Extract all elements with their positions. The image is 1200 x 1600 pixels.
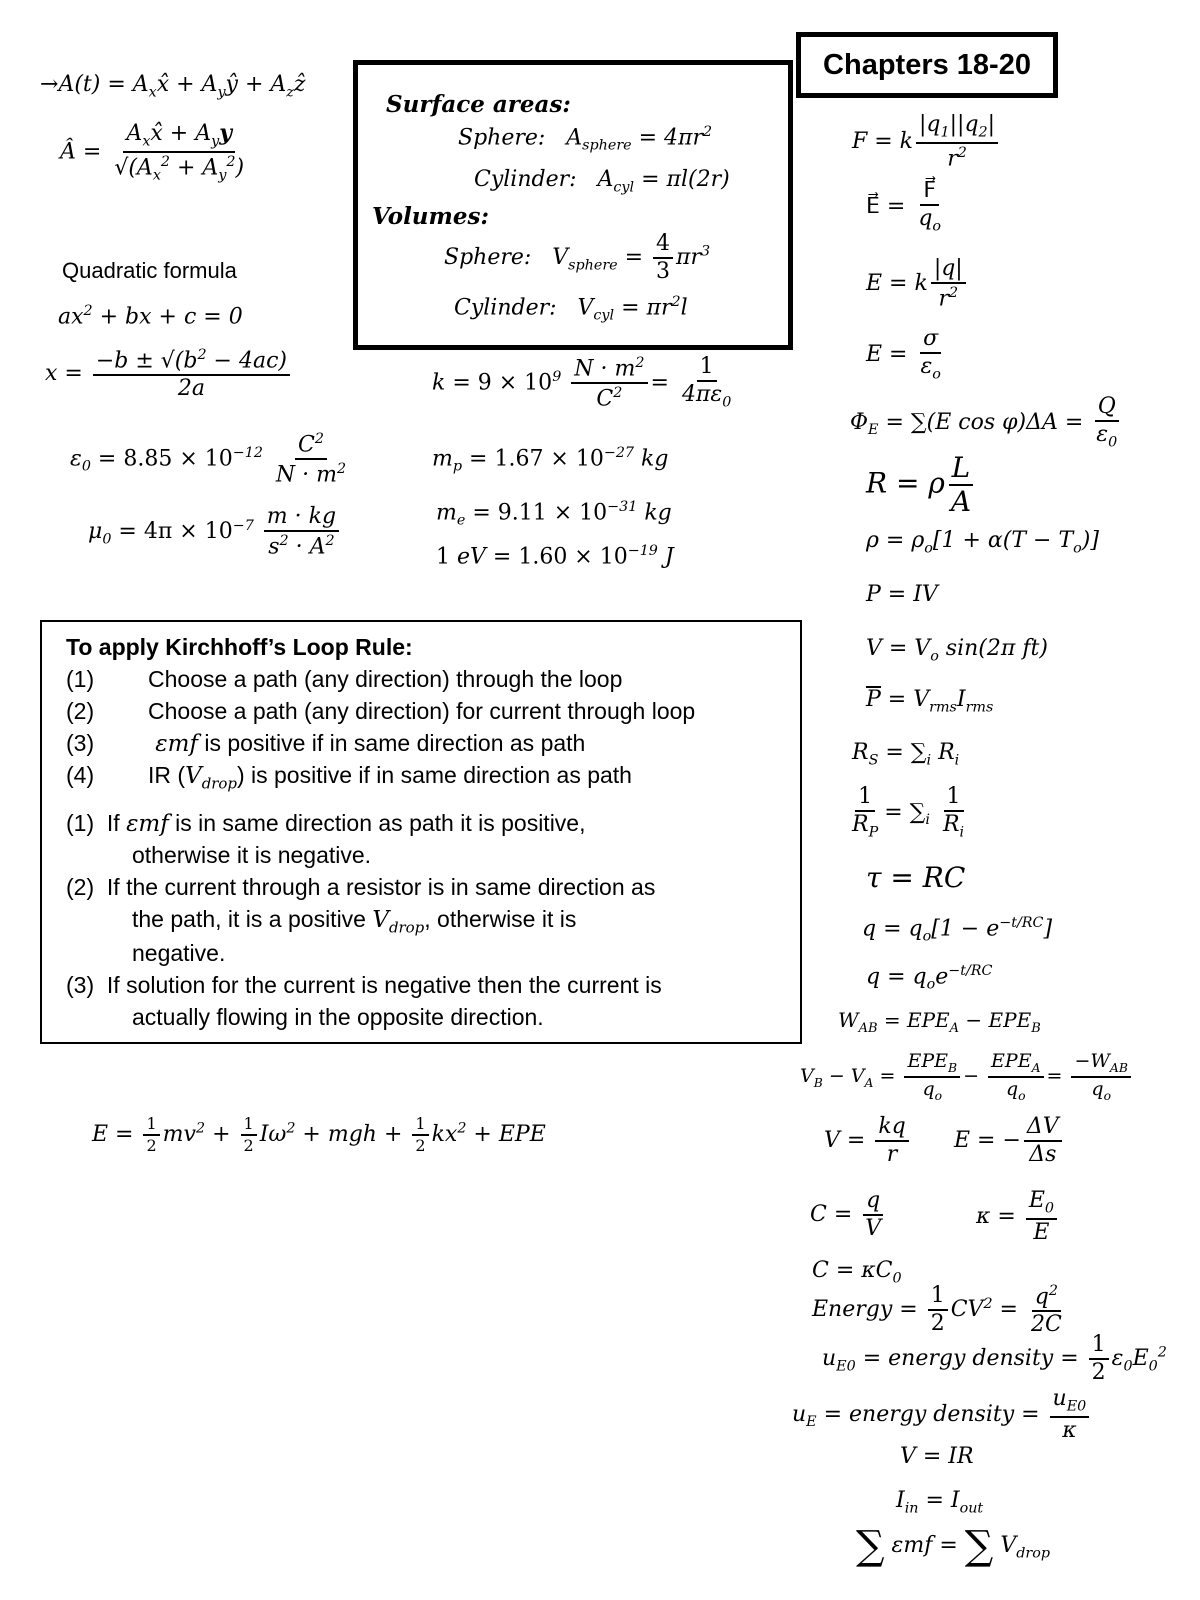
coulomb-force: F = k $\frac{|q_1||q_2|}{r^2}$ [852,114,1001,170]
resistivity-temperature: $\rho = \rho_o[1 + \alpha(T - T_o)]$ [866,528,1099,557]
energy-equation: E = $\frac{1}{2}$ $mv^2$ + $\frac{1}{2}$ $I\omega^2$ + mgh + $\frac{1}{2}$ $kx^2$ + EPE [92,1114,546,1155]
geometry-formulas-box [353,60,793,350]
unit-vector-equation: Â = $\frac{A_xx̂ + A_yy}{√(A_x^2 + A_y^2)}$ [60,120,245,184]
sheet-field: E = $\frac{\sigma}{\varepsilon_o}$ [866,326,941,383]
junction-rule: $I_{in} = I_{out}$ [896,1488,984,1517]
note-1-cont: otherwise it is negative. [132,842,372,868]
electric-field-definition: E⃗ = $\frac{F⃗}{q_o}$ [866,178,942,235]
cylinder-surface-area: Cylinder: $A_{cyl} = \pi l(2r)$ [474,167,730,196]
coulomb-constant: $k = 9 \times 10^9$ $\frac{N \cdot m^2}{C^2}$ = $\frac{1}{4\pi\varepsilon_0}$ [432,354,732,412]
eps0-value: 8.85 × 10 [123,446,233,472]
chapters-box [796,32,1058,98]
capacitance-dielectric: $C = \kappa C_0$ [812,1258,902,1287]
step-1: (1) Choose a path (any direction) through the loop [66,666,623,692]
dielectric-constant: κ = $\frac{E_0}{E}$ [976,1190,1060,1244]
ac-voltage: $V = V_o$ sin(2π ft) [866,636,1048,665]
work-epe: $W_{AB} = EPE_A - EPE_B$ [838,1008,1041,1036]
cylinder-volume: Cylinder: $V_{cyl} = \pi r^2l$ [454,294,688,324]
k-value: 9 × 10 [477,370,553,396]
mp-value: 1.67 × 10 [494,446,604,472]
surface-areas-heading: Surface areas: [386,91,571,118]
step-2: (2) Choose a path (any direction) for current through loop [66,698,696,724]
kirchhoff-title: To apply Kirchhoff’s Loop Rule: [66,634,413,660]
note-2-cont2: negative. [132,940,226,966]
series-resistance: $R_S = \sum_i$ $R_i$ [852,740,960,769]
capacitance: C = $\frac{q}{V}$ [810,1190,887,1240]
note-2-cont: the path, it is a positive $V_{drop}$, otherwise it is [132,906,577,937]
energy-density-dielectric: $u_E$ = energy density = $\frac{u_{E0}}{\kappa}$ [792,1388,1092,1442]
vector-a-equation: $\to A(t) = A_xx̂$ + $A_yŷ$ + $A_zẑ$ [40,72,306,101]
kirchhoff-loop-rule-box [40,620,802,1044]
sphere-label: Sphere: [458,125,546,151]
power: P = IV [866,582,938,607]
me-value: 9.11 × 10 [497,500,608,526]
capacitor-energy: Energy = $\frac{1}{2}$ $CV^2$ = $\frac{q^2}{2C}$ [812,1283,1062,1338]
potential-difference: $V_B - V_A$ = $\frac{EPE_B}{q_o}$ − $\frac{EPE_A}{q_o}$ = $\frac{-W_{AB}}{q_o}$ [800,1052,1134,1102]
quadratic-solution: x = $\frac{-b \pm √(b^2 - 4ac)}{2a}$ [45,348,293,400]
proton-mass: $m_p = 1.67 \times 10^{-27}$ kg [432,445,669,475]
step-3: (3) εmf is positive if in same direction as path [66,730,586,757]
resistance: R = ρ $\frac{L}{A}$ [866,454,977,516]
electron-mass: $m_e = 9.11 \times 10^{-31}$ kg [436,499,672,529]
note-3: (3) If solution for the current is negative then the current is [66,972,662,998]
sphere-surface-area: Sphere: $A_{sphere} = 4\pi r^2$ [458,124,713,154]
point-charge-field: E = k $\frac{|q|}{r^2}$ [866,258,969,310]
step-4: (4) IR $(V_{drop})$ is positive if in same direction as path [66,762,632,793]
discharging-capacitor: $q = q_oe^{-t/RC}$ [866,963,993,993]
ohms-law: V = IR [900,1444,974,1469]
volumes-heading: Volumes: [372,203,489,230]
energy-density-vacuum: $u_{E0}$ = energy density = $\frac{1}{2}$ $\varepsilon_0E_0^2$ [822,1332,1167,1385]
time-constant: τ = RC [866,861,966,894]
note-1: (1) If εmf is in same direction as path it is positive, [66,810,586,837]
note-3-cont: actually flowing in the opposite direction. [132,1004,544,1030]
quadratic-equation: $ax^2$ + bx + c = 0 [58,303,243,330]
electron-volt: 1 eV = $1.60 \times 10^{-19}$ J [436,543,674,570]
charging-capacitor: $q = q_o[1 - e^{-t/RC}]$ [862,915,1053,945]
point-potential: V = $\frac{kq}{r}$ [824,1116,912,1166]
loop-rule: ∑ εmf = ∑ $V_{drop}$ [856,1523,1050,1569]
sphere-label-2: Sphere: [444,245,532,270]
mu0-value: 4π × 10 [143,519,233,545]
ev-value: 1.60 × 10 [518,544,628,570]
sphere-volume: Sphere: $V_{sphere}$ = $\frac{4}{3}$ $\pi r^3$ [444,231,711,284]
epsilon0-equation: $\varepsilon_0 = 8.85 \times 10^{-12}$ $\frac{C^2}{N \cdot m^2}$ [70,431,347,488]
cylinder-label-2: Cylinder: [454,295,557,321]
electric-flux: $\Phi_E = \sum(E$ cos φ)ΔA = $\frac{Q}{\varepsilon_0}$ [850,394,1118,451]
chapters-title: Chapters 18-20 [823,48,1031,81]
average-power: $P = V_{rms}I_{rms}$ [866,687,994,716]
mu0-equation: $\mu_0 = 4\pi \times 10^{-7}$ $\frac{m \cdot kg}{s^2 \cdot A^2}$ [88,506,342,558]
field-gradient: E = − $\frac{\Delta V}{\Delta s}$ [954,1116,1065,1166]
quadratic-formula-label: Quadratic formula [62,258,237,283]
note-2: (2) If the current through a resistor is in same direction as [66,874,656,900]
cylinder-label: Cylinder: [474,167,577,192]
parallel-resistance: $\frac{1}{R_P}$ = $\sum_i$ $\frac{1}{R_i}$ [852,784,965,841]
